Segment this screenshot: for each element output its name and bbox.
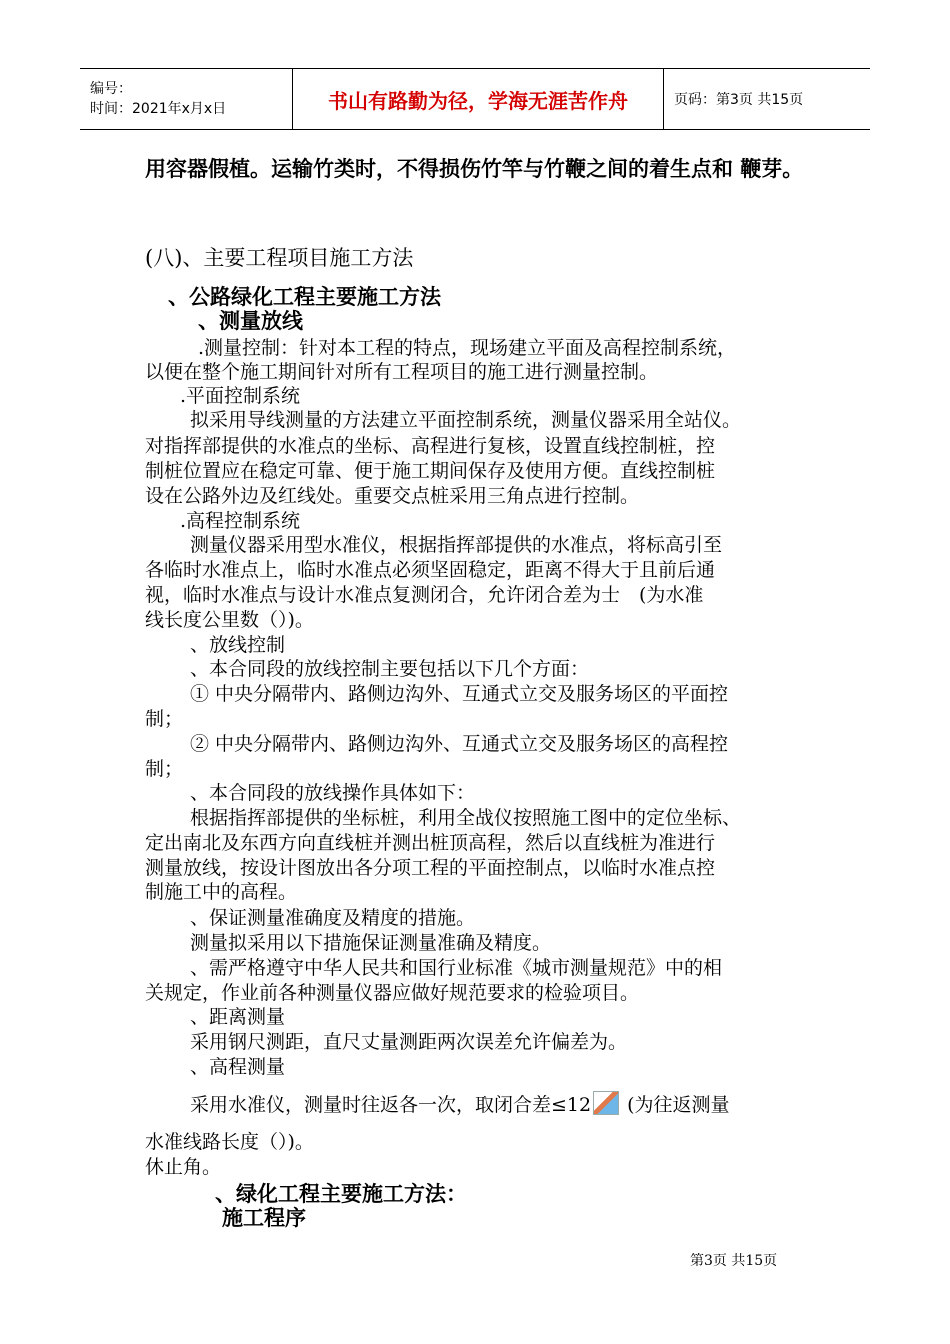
header-code-label: 编号： xyxy=(90,81,132,97)
embedded-formula-image-icon xyxy=(593,1091,619,1115)
text-line: 定出南北及东西方向直线桩并测出桩顶高程，然后以直线桩为准进行 xyxy=(145,832,716,854)
text-line: .高程控制系统 xyxy=(180,510,301,532)
text-line: 各临时水准点上，临时水准点必须坚固稳定，距离不得大于且前后通 xyxy=(145,559,716,581)
text-line: 拟采用导线测量的方法建立平面控制系统，测量仪器采用全站仪。 xyxy=(190,409,742,431)
page-header xyxy=(80,68,870,130)
text-line: 线长度公里数（）)。 xyxy=(145,609,314,631)
formula-tail: (为往返测量 xyxy=(627,1094,730,1116)
text-line: 测量放线，按设计图放出各分项工程的平面控制点，以临时水准点控 xyxy=(145,857,716,879)
subsection-heading: 、公路绿化工程主要施工方法 xyxy=(168,285,441,309)
text-line: 测量仪器采用型水准仪，根据指挥部提供的水准点，将标高引至 xyxy=(190,534,723,556)
text-line: 制桩位置应在稳定可靠、便于施工期间保存及使用方便。直线控制桩 xyxy=(145,460,716,482)
formula-text: 采用水准仪，测量时往返各一次，取闭合差≤12 xyxy=(190,1094,592,1116)
text-line: 制； xyxy=(145,708,184,730)
section-heading: (八)、主要工程项目施工方法 xyxy=(145,246,414,270)
text-line: 、高程测量 xyxy=(190,1056,286,1078)
header-time-label: 时间：2021年x月x日 xyxy=(90,101,227,117)
text-line: 关规定，作业前各种测量仪器应做好规范要求的检验项目。 xyxy=(145,982,640,1004)
text-line: 视，临时水准点与设计水准点复测闭合，允许闭合差为士 (为水准 xyxy=(145,584,704,606)
text-line: 、放线控制 xyxy=(190,634,286,656)
text-line: 、距离测量 xyxy=(190,1006,286,1028)
text-line: 制； xyxy=(145,758,184,780)
subsection-heading: 、绿化工程主要施工方法： xyxy=(215,1182,467,1206)
header-meta xyxy=(80,69,293,129)
text-line: 测量拟采用以下措施保证测量准确及精度。 xyxy=(190,932,552,954)
text-line: 制施工中的高程。 xyxy=(145,881,298,903)
text-line: 、需严格遵守中华人民共和国行业标准《城市测量规范》中的相 xyxy=(190,957,723,979)
text-line: .平面控制系统 xyxy=(180,385,301,407)
text-line: 设在公路外边及红线处。重要交点桩采用三角点进行控制。 xyxy=(145,485,640,507)
text-line: ② 中央分隔带内、路侧边沟外、互通式立交及服务场区的高程控 xyxy=(190,733,729,755)
text-line: 根据指挥部提供的坐标桩，利用全战仪按照施工图中的定位坐标、 xyxy=(190,807,742,829)
text-line: 、保证测量准确度及精度的措施。 xyxy=(190,907,476,929)
text-line: 对指挥部提供的水准点的坐标、高程进行复核，设置直线控制桩，控 xyxy=(145,435,716,457)
subsection-heading: 、测量放线 xyxy=(198,309,303,333)
text-line: 、本合同段的放线操作具体如下： xyxy=(190,782,476,804)
text-line: 休止角。 xyxy=(145,1156,222,1178)
text-line: 以便在整个施工期间针对所有工程项目的施工进行测量控制。 xyxy=(145,361,659,383)
text-line: .测量控制：针对本工程的特点，现场建立平面及高程控制系统， xyxy=(198,337,737,359)
text-line: ① 中央分隔带内、路侧边沟外、互通式立交及服务场区的平面控 xyxy=(190,683,729,705)
header-page-info: 页码：第3页 共15页 xyxy=(674,92,804,108)
text-line: 用容器假植。运输竹类时，不得损伤竹竿与竹鞭之间的着生点和 鞭芽。 xyxy=(145,157,804,181)
text-line: 水准线路长度（）)。 xyxy=(145,1131,314,1153)
header-motto: 书山有路勤为径，学海无涯苦作舟 xyxy=(293,69,664,129)
page-footer: 第3页 共15页 xyxy=(690,1253,778,1269)
text-line: 采用钢尺测距，直尺丈量测距两次误差允许偏差为。 xyxy=(190,1031,628,1053)
formula-line xyxy=(190,1090,730,1117)
subsection-heading: 施工程序 xyxy=(222,1206,306,1230)
text-line: 、本合同段的放线控制主要包括以下几个方面： xyxy=(190,658,590,680)
